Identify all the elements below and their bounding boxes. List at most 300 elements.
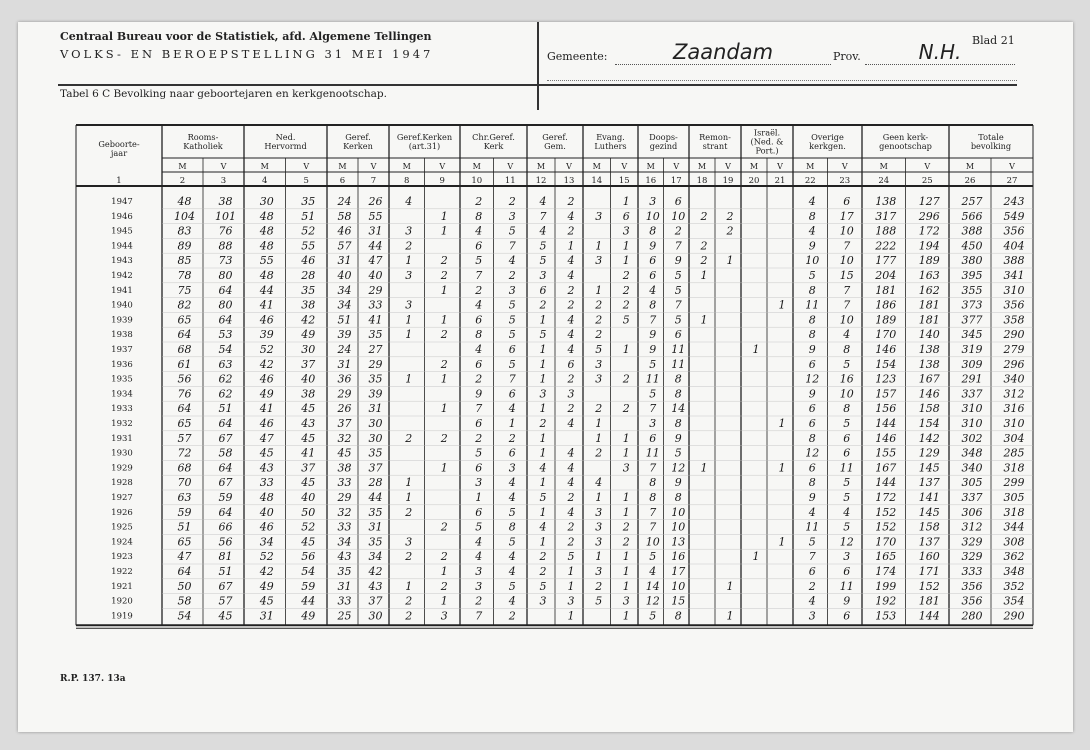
table-cell: 2 xyxy=(622,283,630,297)
table-cell: 6 xyxy=(674,328,682,342)
table-cell: 11 xyxy=(671,343,686,356)
table-cell: 10 xyxy=(671,520,686,534)
column-header-label: jaar xyxy=(110,148,128,158)
table-cell: 8 xyxy=(649,491,657,504)
table-cell: 1 xyxy=(622,195,630,208)
table-cell: 279 xyxy=(1003,343,1025,356)
table-cell: 2 xyxy=(475,283,483,297)
table-cell: 2 xyxy=(726,209,734,223)
column-header-label: Geboorte- xyxy=(98,139,140,149)
table-cell: 1 xyxy=(440,224,448,238)
table-cell: 5 xyxy=(808,269,816,282)
table-cell: 4 xyxy=(567,269,575,282)
birth-year: 1927 xyxy=(111,493,133,503)
table-cell: 192 xyxy=(875,594,897,608)
table-cell: 1 xyxy=(726,609,734,623)
column-header-label: kerkgen. xyxy=(809,141,846,151)
table-cell: 306 xyxy=(961,505,983,519)
table-cell: 46 xyxy=(301,254,316,268)
table-cell: 3 xyxy=(843,550,851,564)
table-cell: 12 xyxy=(805,372,820,386)
table-cell: 4 xyxy=(567,461,575,475)
table-cell: 2 xyxy=(405,609,413,623)
table-cell: 1 xyxy=(539,343,547,356)
table-cell: 10 xyxy=(671,505,686,519)
table-cell: 6 xyxy=(508,387,516,401)
column-header-label: Geen kerk- xyxy=(882,132,929,142)
table-cell: 3 xyxy=(595,565,603,578)
table-cell: 181 xyxy=(918,594,940,608)
column-number: 13 xyxy=(563,176,575,186)
birth-year: 1929 xyxy=(111,463,133,474)
table-cell: 3 xyxy=(595,357,603,371)
table-cell: 7 xyxy=(475,269,483,282)
table-cell: 140 xyxy=(918,328,940,342)
table-cell: 9 xyxy=(674,476,682,490)
table-cell: 5 xyxy=(843,417,851,430)
table-cell: 1 xyxy=(475,491,483,504)
table-cell: 290 xyxy=(1003,328,1025,342)
female-header: V xyxy=(507,162,514,171)
male-header: M xyxy=(646,162,655,171)
birth-year: 1925 xyxy=(111,522,133,533)
table-cell: 4 xyxy=(595,476,603,490)
table-cell: 34 xyxy=(337,535,352,549)
column-number: 25 xyxy=(921,176,933,186)
table-cell: 31 xyxy=(337,579,352,593)
table-cell: 170 xyxy=(875,535,897,549)
table-cell: 4 xyxy=(539,195,547,208)
table-cell: 46 xyxy=(259,313,274,327)
female-header: V xyxy=(566,162,572,171)
column-number: 19 xyxy=(722,176,734,186)
table-cell: 40 xyxy=(301,372,316,386)
table-cell: 5 xyxy=(674,446,682,460)
table-cell: 6 xyxy=(843,446,851,460)
birth-year: 1933 xyxy=(111,404,133,415)
table-cell: 5 xyxy=(539,579,547,593)
table-cell: 2 xyxy=(539,550,547,564)
table-cell: 17 xyxy=(839,209,854,223)
table-cell: 2 xyxy=(595,402,603,416)
table-cell: 2 xyxy=(595,328,603,342)
male-header: M xyxy=(536,162,546,171)
table-cell: 4 xyxy=(567,209,575,223)
table-cell: 2 xyxy=(539,417,547,430)
birth-year: 1930 xyxy=(111,448,133,459)
table-cell: 2 xyxy=(539,565,547,578)
table-cell: 2 xyxy=(475,431,483,445)
table-cell: 1 xyxy=(700,461,708,475)
table-cell: 2 xyxy=(595,313,603,327)
table-cell: 46 xyxy=(259,372,274,386)
table-cell: 52 xyxy=(301,224,316,238)
table-cell: 1 xyxy=(539,446,547,460)
table-cell: 1 xyxy=(440,565,448,578)
table-cell: 257 xyxy=(961,195,983,208)
table-cell: 8 xyxy=(508,520,516,534)
table-cell: 4 xyxy=(567,446,575,460)
table-cell: 6 xyxy=(808,565,816,578)
table-cell: 35 xyxy=(368,328,383,342)
table-cell: 1 xyxy=(595,417,603,430)
table-cell: 47 xyxy=(368,254,383,268)
table-cell: 2 xyxy=(567,535,575,549)
table-cell: 31 xyxy=(337,357,352,371)
table-cell: 2 xyxy=(808,579,816,593)
table-cell: 72 xyxy=(177,446,192,460)
table-cell: 39 xyxy=(337,328,352,342)
table-cell: 1 xyxy=(405,254,413,268)
table-cell: 2 xyxy=(508,431,516,445)
table-cell: 305 xyxy=(1003,491,1025,504)
table-cell: 48 xyxy=(259,269,274,282)
column-number: 3 xyxy=(220,176,227,186)
table-cell: 1 xyxy=(539,372,547,386)
male-header: M xyxy=(338,162,347,171)
column-header-label: Geref. xyxy=(542,132,568,142)
table-cell: 3 xyxy=(595,254,603,268)
table-cell: 15 xyxy=(839,269,854,282)
column-number: 18 xyxy=(696,176,708,186)
table-cell: 8 xyxy=(843,343,851,356)
table-cell: 6 xyxy=(539,283,547,297)
table-cell: 3 xyxy=(622,594,630,608)
table-cell: 65 xyxy=(177,313,192,327)
table-cell: 2 xyxy=(440,328,448,342)
table-cell: 5 xyxy=(539,328,547,342)
table-cell: 31 xyxy=(259,609,274,623)
birth-year: 1935 xyxy=(111,374,133,385)
table-cell: 55 xyxy=(259,254,274,268)
table-cell: 6 xyxy=(475,417,483,430)
table-cell: 160 xyxy=(918,550,940,564)
birth-year: 1941 xyxy=(111,285,133,296)
male-header: M xyxy=(178,162,187,171)
table-cell: 45 xyxy=(301,476,316,490)
table-cell: 356 xyxy=(961,579,983,593)
table-cell: 152 xyxy=(918,579,940,593)
table-cell: 34 xyxy=(368,550,383,564)
female-header: V xyxy=(370,162,377,171)
table-cell: 1 xyxy=(778,535,786,549)
table-cell: 167 xyxy=(918,372,940,386)
table-cell: 6 xyxy=(808,417,816,430)
table-cell: 7 xyxy=(539,209,547,223)
table-cell: 8 xyxy=(808,313,816,327)
table-cell: 4 xyxy=(649,283,657,297)
column-header-label: Kerk xyxy=(483,141,504,151)
table-cell: 55 xyxy=(301,239,316,253)
table-cell: 88 xyxy=(218,239,233,253)
table-cell: 302 xyxy=(961,431,983,445)
table-cell: 146 xyxy=(918,387,940,401)
table-cell: 44 xyxy=(368,239,383,253)
table-cell: 137 xyxy=(918,535,940,549)
female-header: V xyxy=(1009,162,1015,171)
table-cell: 356 xyxy=(1003,298,1025,312)
table-cell: 7 xyxy=(508,372,516,386)
table-cell: 340 xyxy=(1003,372,1025,386)
female-header: V xyxy=(841,162,848,171)
table-cell: 48 xyxy=(259,224,274,238)
table-cell: 296 xyxy=(1003,357,1025,371)
table-cell: 5 xyxy=(843,520,851,534)
table-cell: 36 xyxy=(337,372,352,386)
table-cell: 7 xyxy=(475,609,483,623)
table-cell: 352 xyxy=(1003,579,1025,593)
table-cell: 340 xyxy=(961,461,983,475)
table-cell: 50 xyxy=(177,579,192,593)
table-cell: 243 xyxy=(1003,195,1025,208)
table-cell: 6 xyxy=(674,195,682,208)
table-cell: 38 xyxy=(218,195,233,208)
table-cell: 5 xyxy=(808,535,816,549)
table-cell: 144 xyxy=(918,609,940,623)
table-cell: 35 xyxy=(368,372,383,386)
table-cell: 5 xyxy=(508,313,516,327)
table-cell: 43 xyxy=(337,550,352,564)
female-header: V xyxy=(673,162,680,171)
table-cell: 299 xyxy=(1003,476,1025,490)
table-cell: 11 xyxy=(645,446,660,460)
table-cell: 30 xyxy=(368,431,383,445)
table-cell: 58 xyxy=(177,594,192,608)
table-cell: 3 xyxy=(595,505,603,519)
table-cell: 10 xyxy=(805,254,820,268)
table-cell: 33 xyxy=(337,520,352,534)
table-cell: 9 xyxy=(843,594,851,608)
table-cell: 43 xyxy=(301,417,316,430)
table-cell: 11 xyxy=(805,520,820,534)
table-title: Tabel 6 C Bevolking naar geboortejaren en kerkgenootschap. xyxy=(60,88,387,100)
table-cell: 310 xyxy=(1003,283,1025,297)
table-cell: 1 xyxy=(440,313,448,327)
table-cell: 40 xyxy=(368,269,383,282)
table-cell: 2 xyxy=(405,594,413,608)
table-cell: 64 xyxy=(218,505,233,519)
column-number: 8 xyxy=(404,176,410,186)
table-cell: 8 xyxy=(843,402,851,416)
table-cell: 312 xyxy=(1003,387,1025,401)
column-header-label: (Ned. & xyxy=(750,136,784,147)
table-cell: 7 xyxy=(649,313,657,327)
table-cell: 35 xyxy=(301,283,316,297)
table-cell: 1 xyxy=(405,491,413,504)
table-cell: 24 xyxy=(337,195,352,208)
table-cell: 181 xyxy=(875,283,897,297)
table-cell: 1 xyxy=(622,550,630,564)
table-cell: 163 xyxy=(918,269,940,282)
column-header-label: Doops- xyxy=(649,132,678,142)
table-cell: 39 xyxy=(368,387,383,401)
table-cell: 35 xyxy=(301,195,316,208)
birth-year: 1922 xyxy=(111,567,133,577)
table-cell: 38 xyxy=(337,461,352,475)
table-cell: 38 xyxy=(301,298,316,312)
table-cell: 7 xyxy=(674,298,682,312)
table-cell: 64 xyxy=(218,417,233,430)
table-cell: 9 xyxy=(674,431,682,445)
table-cell: 4 xyxy=(808,195,816,208)
table-cell: 67 xyxy=(218,431,233,445)
table-cell: 2 xyxy=(440,254,448,268)
table-cell: 10 xyxy=(839,254,854,268)
table-cell: 33 xyxy=(259,476,274,490)
table-cell: 56 xyxy=(218,535,233,549)
table-cell: 329 xyxy=(961,550,983,564)
table-cell: 57 xyxy=(337,239,352,253)
table-cell: 40 xyxy=(259,505,274,519)
table-cell: 46 xyxy=(259,417,274,430)
table-cell: 51 xyxy=(177,520,192,534)
table-cell: 188 xyxy=(875,224,897,238)
table-cell: 141 xyxy=(918,491,940,504)
table-cell: 63 xyxy=(177,491,192,504)
column-number: 12 xyxy=(535,176,547,186)
column-number: 24 xyxy=(878,176,890,186)
table-cell: 8 xyxy=(808,328,816,342)
table-cell: 5 xyxy=(508,298,516,312)
table-cell: 142 xyxy=(918,431,940,445)
column-header-label: Hervormd xyxy=(264,141,307,151)
table-cell: 2 xyxy=(475,372,483,386)
table-cell: 8 xyxy=(674,491,682,504)
table-cell: 310 xyxy=(961,417,983,430)
table-cell: 341 xyxy=(1003,269,1025,282)
table-cell: 30 xyxy=(259,195,274,208)
table-cell: 52 xyxy=(259,343,274,356)
table-cell: 8 xyxy=(808,431,816,445)
table-cell: 1 xyxy=(440,209,448,223)
table-cell: 285 xyxy=(1003,446,1025,460)
table-cell: 4 xyxy=(567,254,575,268)
table-cell: 1 xyxy=(567,579,575,593)
table-cell: 80 xyxy=(218,298,233,312)
table-cell: 154 xyxy=(918,417,940,430)
column-header-label: Luthers xyxy=(594,141,627,151)
table-cell: 146 xyxy=(875,343,897,356)
gemeente-label: Gemeente: xyxy=(547,50,608,63)
table-cell: 9 xyxy=(808,343,816,356)
table-cell: 1 xyxy=(567,565,575,578)
table-cell: 51 xyxy=(218,565,233,578)
table-cell: 181 xyxy=(918,298,940,312)
table-cell: 170 xyxy=(875,328,897,342)
table-cell: 49 xyxy=(301,328,316,342)
table-cell: 138 xyxy=(875,195,897,208)
table-cell: 3 xyxy=(595,372,603,386)
table-cell: 66 xyxy=(218,520,233,534)
column-number: 2 xyxy=(179,176,186,186)
table-cell: 5 xyxy=(843,476,851,490)
table-cell: 45 xyxy=(259,594,274,608)
female-header: V xyxy=(220,162,227,171)
table-cell: 1 xyxy=(405,372,413,386)
table-cell: 4 xyxy=(843,505,851,519)
table-cell: 7 xyxy=(475,402,483,416)
column-header-label: strant xyxy=(702,141,728,151)
table-cell: 308 xyxy=(1003,535,1025,549)
column-header-label: Port.) xyxy=(755,145,779,156)
table-cell: 4 xyxy=(539,461,547,475)
table-cell: 2 xyxy=(700,209,708,223)
table-cell: 8 xyxy=(649,476,657,490)
table-cell: 5 xyxy=(539,239,547,253)
column-header-label: Chr.Geref. xyxy=(472,132,515,142)
birth-year: 1943 xyxy=(111,256,133,267)
table-cell: 123 xyxy=(875,372,897,386)
table-cell: 7 xyxy=(649,520,657,534)
table-cell: 3 xyxy=(567,594,575,608)
table-cell: 1 xyxy=(440,594,448,608)
table-cell: 65 xyxy=(177,417,192,430)
table-cell: 1 xyxy=(700,269,708,282)
birth-year: 1939 xyxy=(111,315,133,326)
table-cell: 53 xyxy=(218,328,233,342)
table-cell: 9 xyxy=(674,254,682,268)
table-cell: 312 xyxy=(961,520,983,534)
table-cell: 1 xyxy=(440,283,448,297)
table-cell: 64 xyxy=(177,402,192,416)
table-cell: 4 xyxy=(808,594,816,608)
table-cell: 48 xyxy=(259,239,274,253)
table-cell: 48 xyxy=(177,195,192,208)
table-cell: 41 xyxy=(301,446,316,460)
table-cell: 344 xyxy=(1003,520,1025,534)
table-cell: 152 xyxy=(875,520,897,534)
table-cell: 3 xyxy=(405,298,413,312)
table-cell: 45 xyxy=(259,446,274,460)
table-cell: 2 xyxy=(440,520,448,534)
table-cell: 67 xyxy=(218,476,233,490)
column-number: 20 xyxy=(748,176,760,186)
column-number: 17 xyxy=(670,176,682,186)
table-cell: 34 xyxy=(337,283,352,297)
table-cell: 1 xyxy=(405,313,413,327)
table-cell: 65 xyxy=(177,535,192,549)
table-cell: 29 xyxy=(368,283,383,297)
table-cell: 10 xyxy=(839,313,854,327)
table-cell: 54 xyxy=(301,565,316,578)
table-cell: 41 xyxy=(259,402,274,416)
table-cell: 5 xyxy=(508,579,516,593)
table-cell: 34 xyxy=(337,298,352,312)
table-cell: 2 xyxy=(440,579,448,593)
table-cell: 6 xyxy=(475,239,483,253)
table-cell: 48 xyxy=(259,491,274,504)
table-cell: 45 xyxy=(337,446,352,460)
table-cell: 37 xyxy=(301,461,316,475)
table-cell: 2 xyxy=(508,609,516,623)
table-cell: 2 xyxy=(622,269,630,282)
table-cell: 3 xyxy=(567,387,575,401)
table-cell: 27 xyxy=(368,343,383,356)
column-number: 21 xyxy=(774,176,786,186)
table-cell: 1 xyxy=(700,313,708,327)
table-cell: 9 xyxy=(808,491,816,504)
column-header-label: Totale xyxy=(978,132,1004,142)
table-cell: 4 xyxy=(567,313,575,327)
birth-year: 1931 xyxy=(111,433,133,444)
table-cell: 354 xyxy=(1003,594,1025,608)
table-cell: 1 xyxy=(726,254,734,268)
table-cell: 4 xyxy=(508,254,516,268)
table-cell: 44 xyxy=(368,491,383,504)
table-cell: 318 xyxy=(1003,505,1025,519)
table-cell: 2 xyxy=(622,372,630,386)
table-cell: 8 xyxy=(649,224,657,238)
